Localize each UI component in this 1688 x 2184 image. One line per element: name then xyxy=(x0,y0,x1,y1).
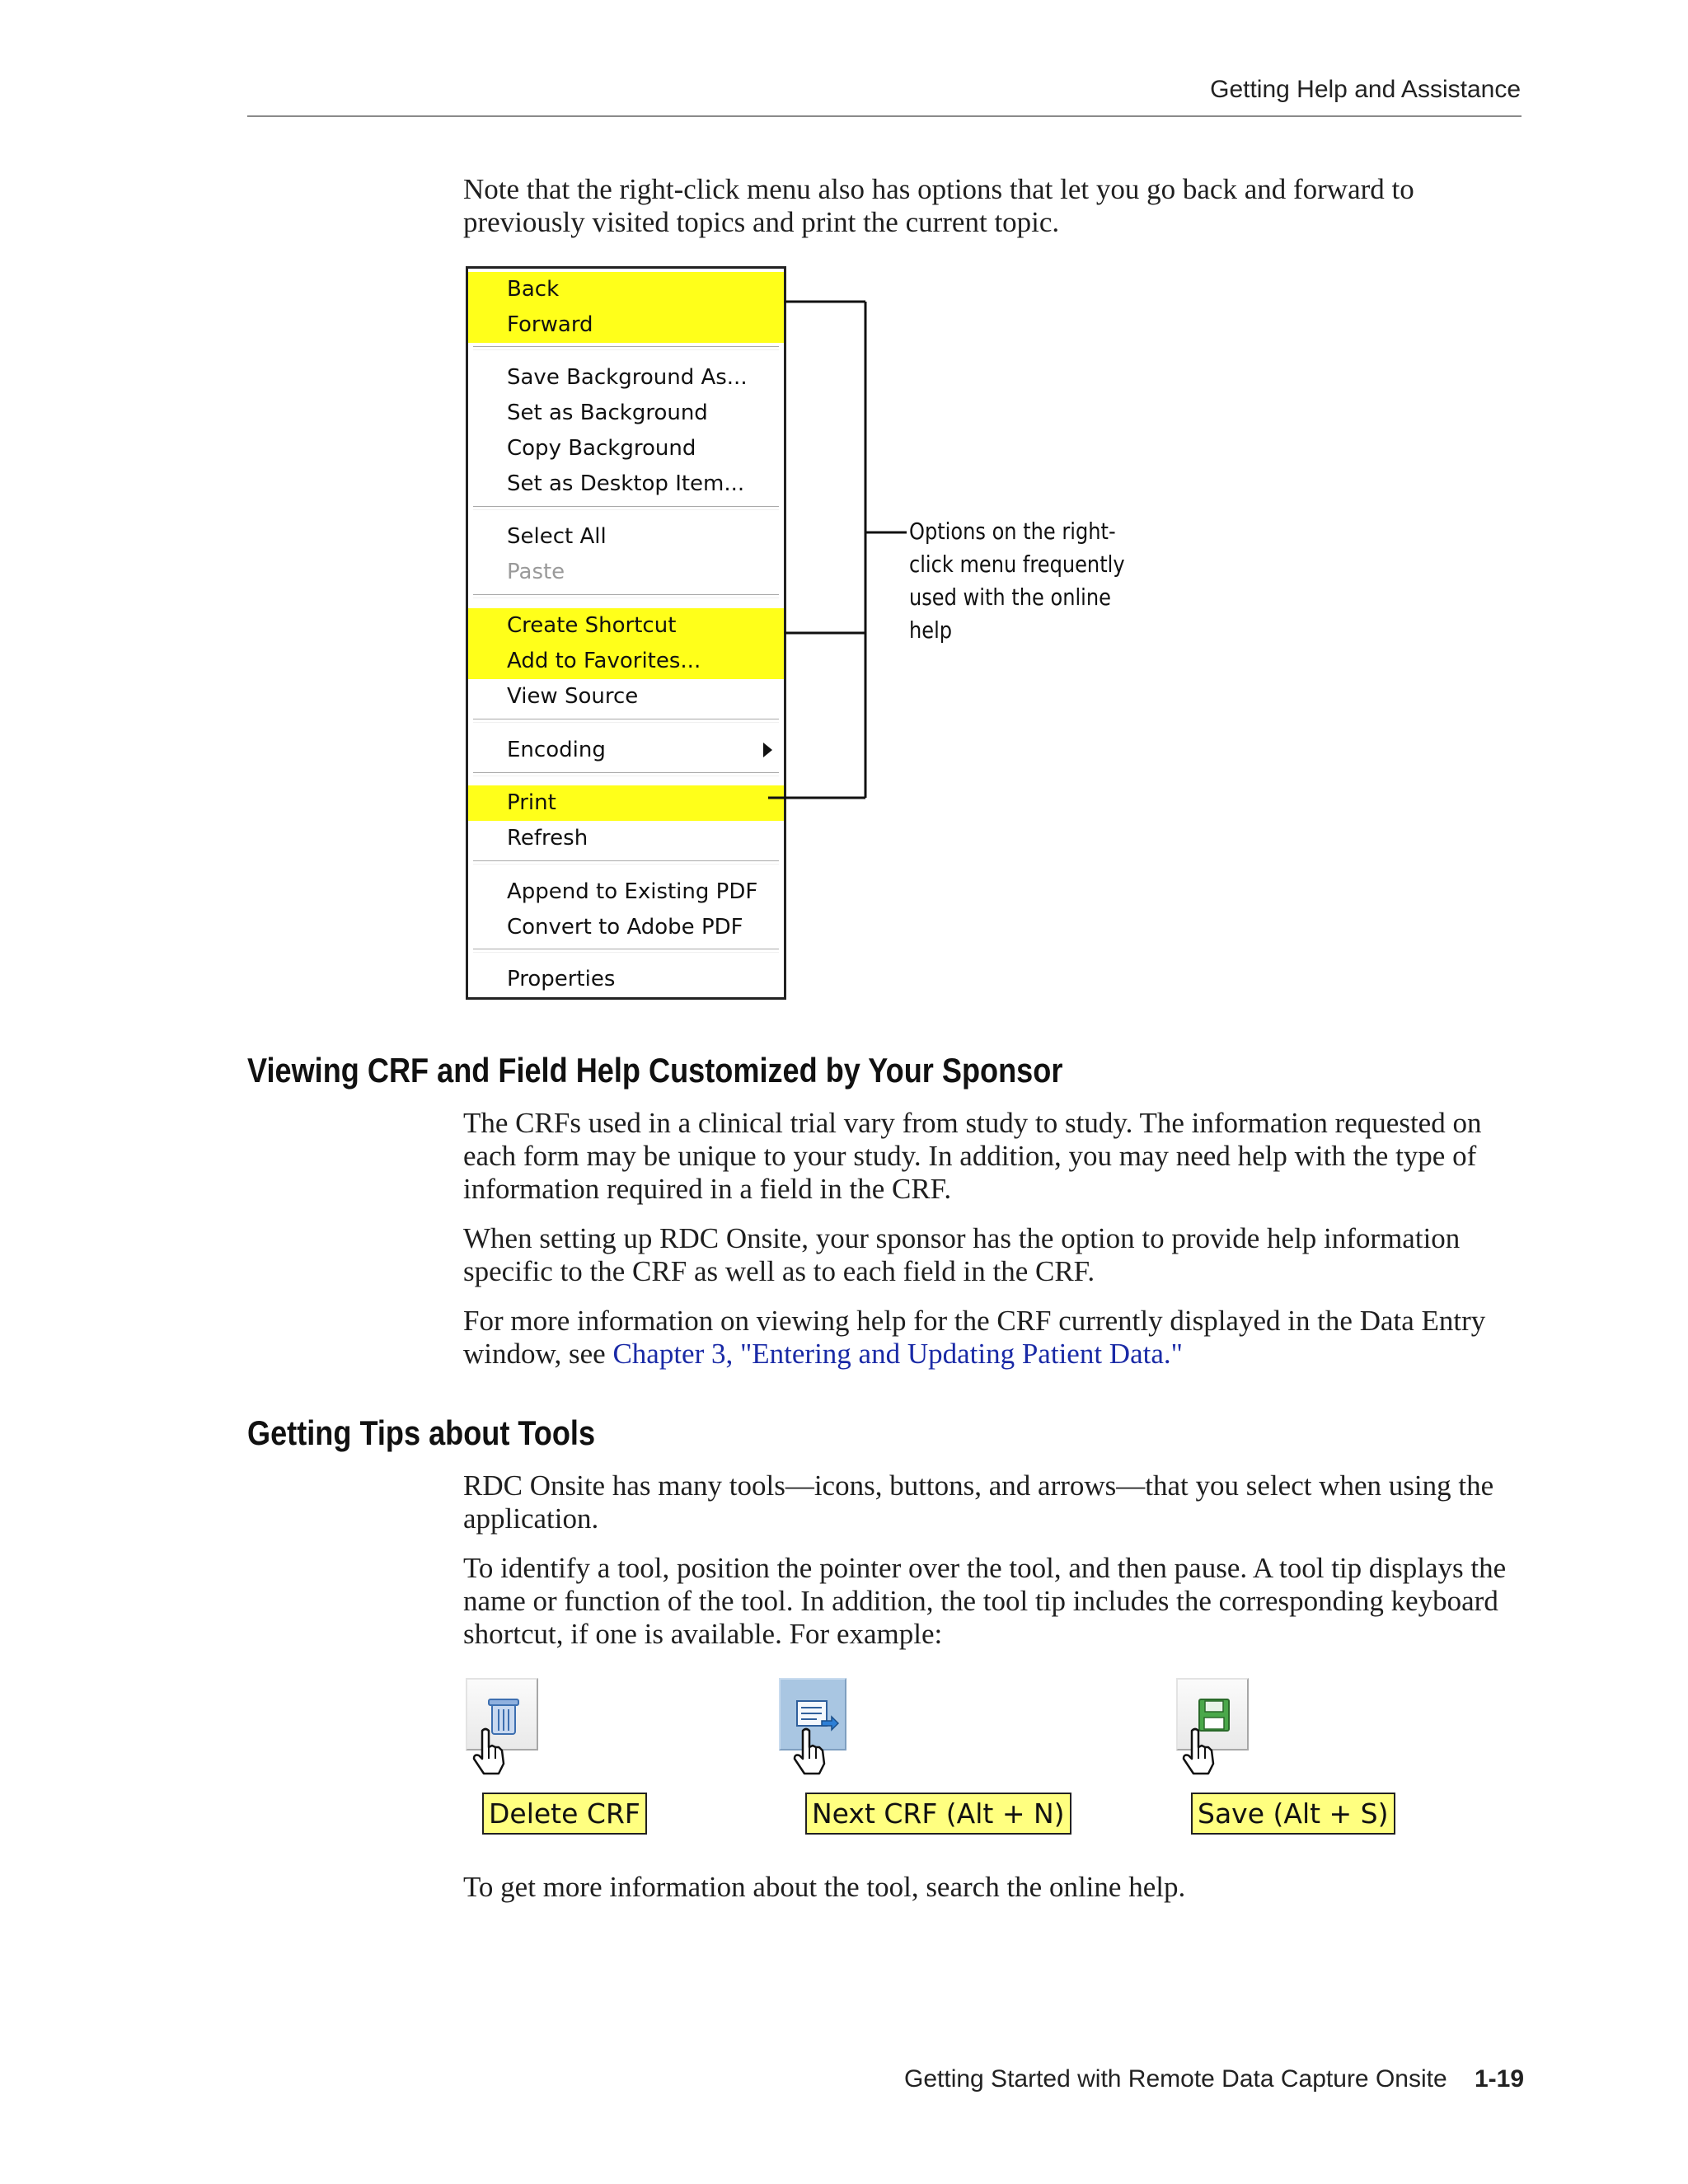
hand-pointer-icon xyxy=(1179,1727,1221,1779)
menu-item-label: Convert to Adobe PDF xyxy=(507,915,743,940)
menu-item-label: Set as Desktop Item... xyxy=(507,471,745,496)
tooltip-save: Save (Alt + S) xyxy=(1191,1793,1395,1835)
menu-item-save-background[interactable] xyxy=(468,360,784,396)
menu-item-back[interactable] xyxy=(468,272,784,307)
menu-item-label: Properties xyxy=(507,967,616,991)
menu-separator xyxy=(473,346,779,350)
paragraph-crf-vary: The CRFs used in a clinical trial vary from study to study. The information requested on each form may be unique to your study. In addition, you may need help with the type of information required in a field in the CRF. xyxy=(463,1107,1482,1205)
menu-item-encoding[interactable] xyxy=(468,733,784,768)
menu-item-view-source[interactable] xyxy=(468,679,784,715)
paragraph-more-info xyxy=(463,1305,1526,1371)
menu-separator xyxy=(473,860,779,865)
running-header: Getting Help and Assistance xyxy=(1210,76,1521,103)
intro-paragraph: Note that the right-click menu also has options that let you go back and forward to previously visited topics and print the current topic. xyxy=(463,173,1414,238)
paragraph-sponsor-help: When setting up RDC Onsite, your sponsor has the option to provide help information specific to the CRF as well as to each field in the CRF. xyxy=(463,1222,1461,1287)
menu-item-create-shortcut[interactable] xyxy=(468,608,784,644)
right-click-menu xyxy=(466,266,786,1000)
section-heading-tool-tips: Getting Tips about Tools xyxy=(247,1413,596,1452)
menu-item-convert-pdf[interactable] xyxy=(468,910,784,945)
menu-item-label: Print xyxy=(507,790,556,815)
menu-separator xyxy=(473,949,779,953)
paragraph-identify-tool: To identify a tool, position the pointer over the tool, and then pause. A tool tip displays the name or function of the tool. In addition, the tool tip includes the corresponding keyboard shortcut, if one is available. For example: xyxy=(463,1552,1507,1650)
submenu-arrow-icon xyxy=(763,743,772,757)
chapter-3-link[interactable]: Chapter 3, "Entering and Updating Patient Data." xyxy=(612,1338,1183,1370)
menu-item-label: Select All xyxy=(507,524,607,549)
menu-item-forward[interactable] xyxy=(468,307,784,343)
menu-item-copy-background[interactable] xyxy=(468,431,784,466)
menu-separator xyxy=(473,506,779,510)
menu-item-set-background[interactable] xyxy=(468,396,784,431)
menu-item-select-all[interactable] xyxy=(468,519,784,555)
section-heading-crf-help: Viewing CRF and Field Help Customized by Your Sponsor xyxy=(247,1051,1063,1090)
menu-item-label: Refresh xyxy=(507,826,588,851)
menu-item-paste xyxy=(468,555,784,590)
hand-pointer-icon xyxy=(469,1727,512,1779)
menu-separator xyxy=(473,719,779,723)
footer-page-number: 1-19 xyxy=(1475,2065,1525,2093)
menu-separator xyxy=(473,772,779,776)
more-info-text: For more information on viewing help for the CRF currently displayed in the Data Entry window, see xyxy=(463,1305,1486,1370)
menu-item-print[interactable] xyxy=(468,785,784,821)
menu-item-label: Add to Favorites... xyxy=(507,649,701,673)
tooltip-delete-crf: Delete CRF xyxy=(482,1793,647,1835)
menu-item-append-pdf[interactable] xyxy=(468,874,784,910)
menu-item-label: Encoding xyxy=(507,738,606,762)
menu-item-add-to-favorites[interactable] xyxy=(468,644,784,679)
menu-separator xyxy=(473,594,779,598)
menu-item-label: Append to Existing PDF xyxy=(507,879,758,904)
menu-item-refresh[interactable] xyxy=(468,821,784,856)
menu-item-label: Back xyxy=(507,277,560,302)
menu-item-label: Copy Background xyxy=(507,436,696,461)
menu-item-label: View Source xyxy=(507,684,639,709)
menu-item-set-desktop-item[interactable] xyxy=(468,466,784,502)
menu-item-label: Create Shortcut xyxy=(507,613,677,638)
callout-label: Options on the right-click menu frequently used with the online help xyxy=(909,518,1125,644)
hand-pointer-icon xyxy=(790,1727,832,1779)
menu-item-label: Forward xyxy=(507,312,593,337)
paragraph-search-help: To get more information about the tool, search the online help. xyxy=(463,1871,1186,1903)
menu-item-label: Save Background As... xyxy=(507,365,748,390)
footer-book-title: Getting Started with Remote Data Capture Onsite xyxy=(904,2065,1447,2093)
header-rule xyxy=(247,115,1522,117)
menu-item-label: Paste xyxy=(507,560,565,584)
menu-item-properties[interactable] xyxy=(468,962,784,997)
paragraph-tools: RDC Onsite has many tools—icons, buttons, and arrows—that you select when using the application. xyxy=(463,1469,1494,1535)
tooltip-next-crf: Next CRF (Alt + N) xyxy=(805,1793,1071,1835)
menu-item-label: Set as Background xyxy=(507,401,708,425)
